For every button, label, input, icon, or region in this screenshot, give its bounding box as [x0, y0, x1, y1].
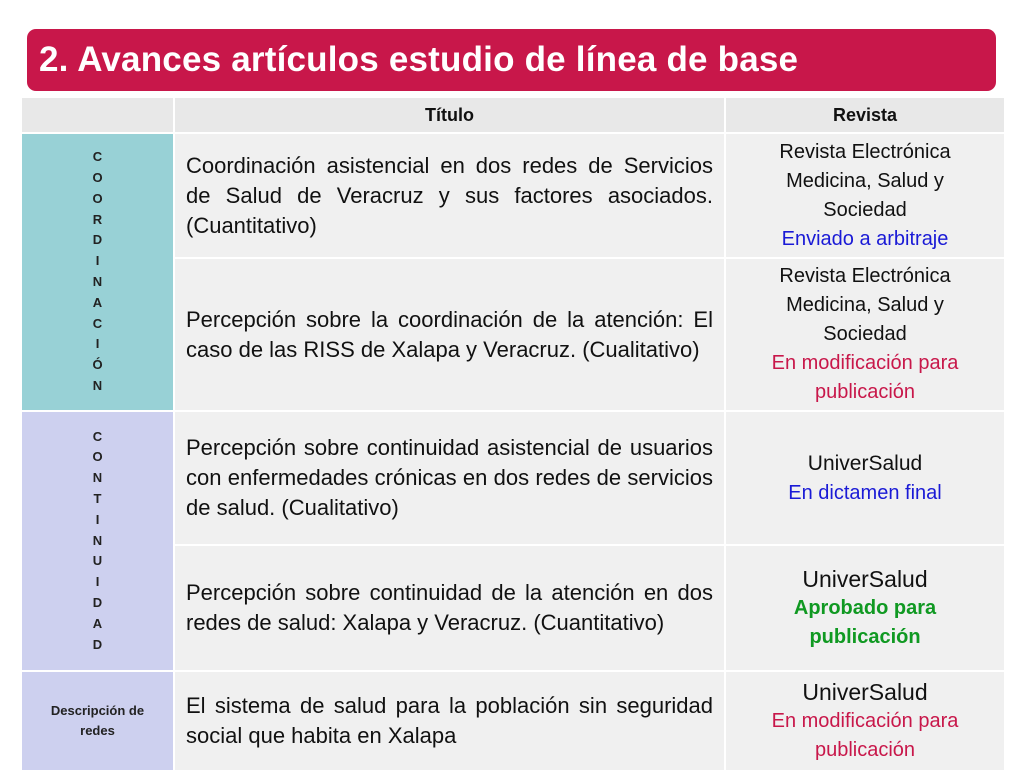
category-letter: I: [95, 574, 100, 590]
revista-name-line: Revista Electrónica: [779, 265, 951, 287]
category-coordinacion: [21, 133, 174, 411]
category-coordinacion-letters: [92, 147, 102, 397]
header-titulo: Título: [174, 97, 725, 133]
status-text: Aprobado para publicación: [793, 597, 937, 648]
category-letter: O: [92, 170, 103, 186]
row-titulo: El sistema de salud para la población sin seguridad social que habita en Xalapa: [174, 671, 725, 771]
category-letter: A: [92, 294, 103, 310]
revista-name-line: Sociedad: [823, 198, 907, 221]
revista-name: UniverSalud: [807, 451, 923, 475]
row-revista: [725, 545, 1005, 671]
row-revista: [725, 671, 1005, 771]
table-row: [21, 671, 1005, 771]
category-letter: D: [92, 232, 103, 248]
row-titulo: Coordinación asistencial en dos redes de Servicios de Salud de Veracruz y sus factores asociados. (Cuantitativo): [174, 133, 725, 258]
category-descripcion: [21, 671, 174, 771]
row-titulo: Percepción sobre continuidad asistencial de usuarios con enfermedades crónicas en dos redes de servicios de salud. (Cualitativo): [174, 411, 725, 545]
row-revista: [725, 258, 1005, 411]
status-text: En dictamen final: [788, 481, 942, 504]
status-text: En modificación para publicación: [771, 352, 959, 403]
slide-title: 2. Avances artículos estudio de línea de base: [39, 40, 799, 79]
category-letter: T: [93, 491, 102, 506]
revista-name: UniverSalud: [802, 679, 928, 705]
category-letter: I: [95, 253, 100, 269]
category-letter: A: [92, 615, 103, 631]
slide-title-bar: [27, 29, 996, 91]
category-letter: I: [95, 511, 100, 527]
category-letter: N: [92, 274, 103, 289]
revista-name: UniverSalud: [802, 566, 928, 592]
row-revista: [725, 411, 1005, 545]
table-row: [21, 133, 1005, 258]
revista-name-line: Medicina, Salud y: [786, 294, 944, 316]
category-descripcion-label: Descripción de redes: [50, 703, 145, 738]
revista-name-line: Medicina, Salud y: [786, 169, 944, 192]
revista-name-line: Revista Electrónica: [779, 140, 951, 163]
category-letter: D: [92, 636, 103, 652]
category-letter: I: [95, 336, 100, 352]
header-category: [21, 97, 174, 133]
category-letter: O: [92, 449, 103, 465]
table-header-row: [21, 97, 1005, 133]
category-letter: N: [92, 532, 103, 548]
category-letter: R: [92, 211, 103, 227]
category-letter: D: [92, 594, 103, 610]
category-letter: N: [92, 470, 103, 486]
row-titulo: Percepción sobre la coordinación de la atención: El caso de las RISS de Xalapa y Veracruz. (Cualitativo): [174, 258, 725, 411]
category-letter: N: [92, 377, 103, 393]
category-letter: C: [92, 315, 103, 331]
category-continuidad-letters: [92, 427, 102, 656]
row-revista: [725, 133, 1005, 258]
category-letter: O: [92, 190, 103, 206]
category-letter: C: [92, 428, 103, 444]
row-titulo: Percepción sobre continuidad de la atención en dos redes de salud: Xalapa y Veracruz. (Cuantitativo): [174, 545, 725, 671]
category-letter: Ó: [92, 357, 103, 373]
table-row: [21, 411, 1005, 545]
category-letter: U: [92, 553, 103, 569]
status-text: Enviado a arbitraje: [781, 227, 949, 250]
articles-table: [20, 96, 1006, 772]
header-revista: Revista: [725, 97, 1005, 133]
status-text: En modificación para publicación: [771, 710, 959, 761]
revista-name-line: Sociedad: [823, 323, 907, 345]
category-letter: C: [92, 149, 103, 165]
category-continuidad: [21, 411, 174, 671]
